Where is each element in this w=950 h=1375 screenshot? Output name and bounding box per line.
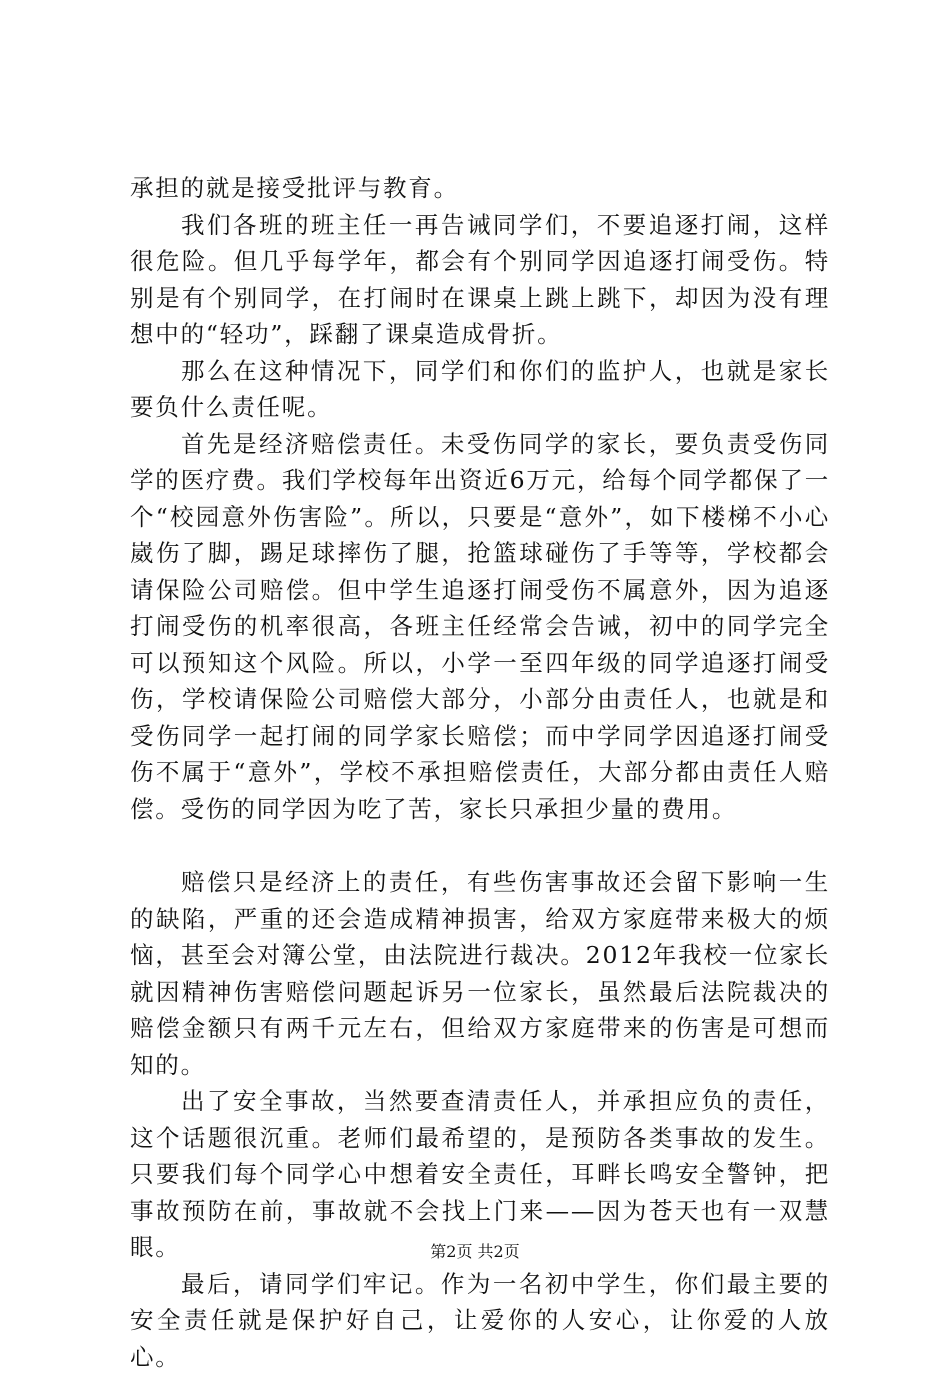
page-number: 第2页 共2页 <box>430 1242 519 1261</box>
document-body <box>130 170 830 1375</box>
paragraph-5: 赔偿只是经济上的责任，有些伤害事故还会留下影响一生的缺陷，严重的还会造成精神损害，给双方家庭带来极大的烦恼，甚至会对簿公堂，由法院进行裁决。2012年我校一位家长就因精神伤害赔偿问题起诉另一位家长，虽然最后法院裁决的赔偿金额只有两千元左右，但给双方家庭带来的伤害是可想而知的。 <box>130 864 830 1083</box>
page-footer <box>0 1242 950 1262</box>
paragraph-3: 那么在这种情况下，同学们和你们的监护人，也就是家长要负什么责任呢。 <box>130 353 830 426</box>
paragraph-1: 承担的就是接受批评与教育。 <box>130 170 830 207</box>
paragraph-7: 最后，请同学们牢记。作为一名初中学生，你们最主要的安全责任就是保护好自己，让爱你的人安心，让你爱的人放心。 <box>130 1266 830 1375</box>
paragraph-2: 我们各班的班主任一再告诫同学们，不要追逐打闹，这样很危险。但几乎每学年，都会有个别同学因追逐打闹受伤。特别是有个别同学，在打闹时在课桌上跳上跳下，却因为没有理想中的“轻功”，踩翻了课桌造成骨折。 <box>130 207 830 353</box>
paragraph-6: 出了安全事故，当然要查清责任人，并承担应负的责任，这个话题很沉重。老师们最希望的，是预防各类事故的发生。只要我们每个同学心中想着安全责任，耳畔长鸣安全警钟，把事故预防在前，事故就不会找上门来——因为苍天也有一双慧眼。 <box>130 1083 830 1266</box>
paragraph-4: 首先是经济赔偿责任。未受伤同学的家长，要负责受伤同学的医疗费。我们学校每年出资近6万元，给每个同学都保了一个“校园意外伤害险”。所以，只要是“意外”，如下楼梯不小心崴伤了脚，踢足球摔伤了腿，抢篮球碰伤了手等等，学校都会请保险公司赔偿。但中学生追逐打闹受伤不属意外，因为追逐打闹受伤的机率很高，各班主任经常会告诫，初中的同学完全可以预知这个风险。所以，小学一至四年级的同学追逐打闹受伤，学校请保险公司赔偿大部分，小部分由责任人，也就是和受伤同学一起打闹的同学家长赔偿；而中学同学因追逐打闹受伤不属于“意外”，学校不承担赔偿责任，大部分都由责任人赔偿。受伤的同学因为吃了苦，家长只承担少量的费用。 <box>130 426 830 828</box>
